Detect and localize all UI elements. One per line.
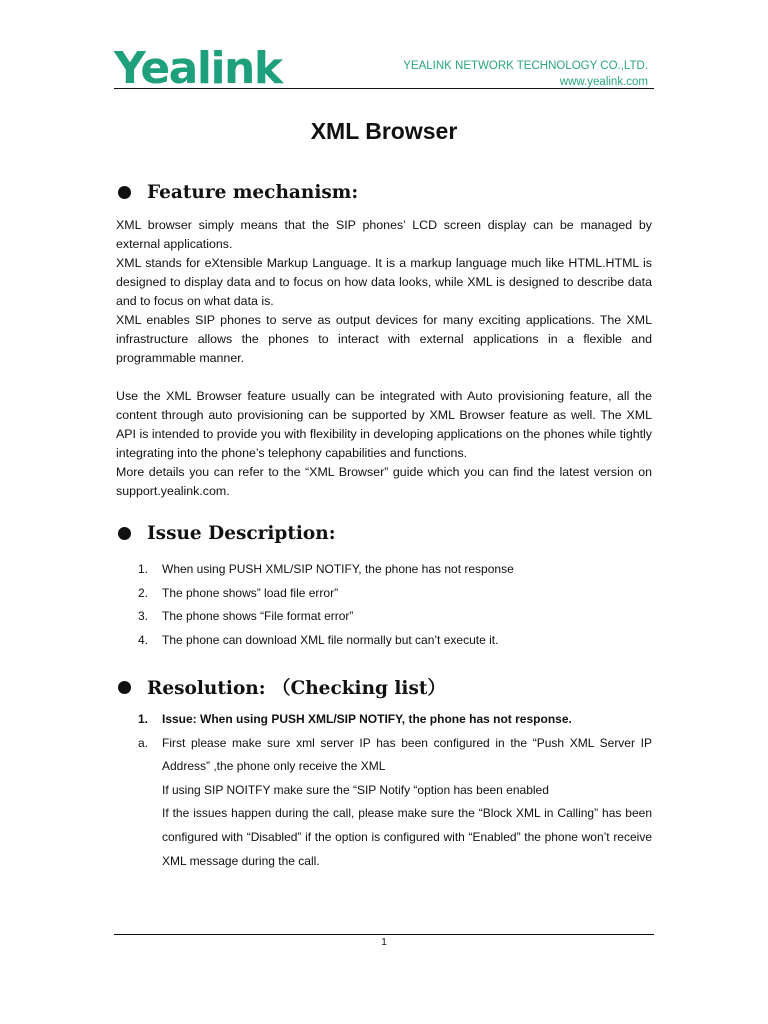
list-item [138,582,658,606]
list-text: The phone shows “File format error” [162,609,354,623]
company-name: YEALINK NETWORK TECHNOLOGY CO.,LTD. [403,60,648,72]
paragraph: XML browser simply means that the SIP phones’ LCD screen display can be managed by external applications. [116,218,652,251]
step-text: If the issues happen during the call, please make sure the “Block XML in Calling” has been configured with “Disabled” if the option is configured with “Enabled” the phone won’t receive XML message during the call. [162,806,652,868]
list-number: 2. [138,585,149,600]
list-text: When using PUSH XML/SIP NOTIFY, the phone has not response [162,562,514,576]
list-item [138,558,658,582]
list-item [138,629,658,653]
list-number: 4. [138,632,149,647]
yealink-logo [114,44,282,94]
section-heading-issue [114,523,336,544]
step-text: First please make sure xml server IP has been configured in the “Push XML Server IP Address” ,the phone only receive the XML [162,735,652,774]
paragraph: More details you can refer to the “XML Browser” guide which you can find the latest version on support.yealink.com. [116,465,652,498]
company-info [403,58,648,90]
section-heading-text: Issue Description: [147,523,336,544]
list-number: 1. [138,562,149,576]
paragraph: XML enables SIP phones to serve as output devices for many exciting applications. The XML infrastructure allows the phones to interact with external applications in a flexible and programmable manner. [116,313,652,365]
document-title: XML Browser [310,118,458,144]
step-letter: a. [138,735,149,750]
header-divider [114,88,654,89]
bullet-icon [118,186,131,199]
section-heading-text: Resolution: （Checking list） [147,678,446,699]
section-heading-feature [114,182,358,203]
resolution-list [138,708,652,873]
feature-body [116,216,652,501]
logo-text: Yealink [114,43,282,94]
paragraph: Use the XML Browser feature usually can be integrated with Auto provisioning feature, all the content through auto provisioning can be supported by XML Browser feature as well. The XML API is intended to provide you with flexibility in developing applications on the phones while tightly integrating into the phone’s telephony capabilities and functions. [116,389,652,460]
company-website: www.yealink.com [559,76,648,88]
footer-divider [114,934,654,935]
step-text: If using SIP NOITFY make sure the “SIP Notify “option has been enabled [162,782,549,797]
resolution-item [138,708,652,732]
list-number: 3. [138,609,149,623]
section-heading-text: Feature mechanism: [147,182,359,203]
list-item [138,605,658,629]
issue-list [138,558,658,652]
list-number: 1. [138,712,149,726]
resolution-step [138,732,652,779]
resolution-issue-text: Issue: When using PUSH XML/SIP NOTIFY, the phone has not response. [162,712,572,726]
bullet-icon [118,681,131,694]
section-heading-resolution [114,674,446,700]
page-number: 1 [381,937,387,948]
paragraph: XML stands for eXtensible Markup Language. It is a markup language much like HTML.HTML is designed to display data and to focus on how data looks, while XML is designed to describe data and to focus on what data is. [116,256,652,308]
bullet-icon [118,527,131,540]
list-text: The phone can download XML file normally but can’t execute it. [162,632,499,647]
list-text: The phone shows” load file error” [162,585,339,600]
